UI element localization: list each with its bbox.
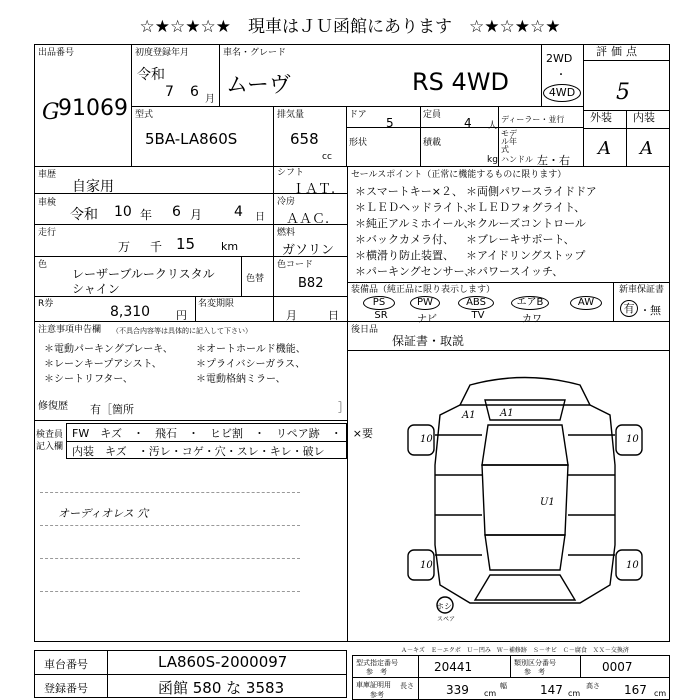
history-label: 車歴: [38, 170, 57, 180]
first-reg-month-unit: 月: [205, 94, 215, 105]
plate-value: 函館 580 な 3583: [158, 679, 285, 697]
repair-label: 修復歴: [38, 401, 68, 412]
inspection-year: 10: [114, 204, 132, 220]
color-value-2: シャイン: [72, 282, 120, 296]
sales-point-item: ＊パワースイッチ、: [466, 265, 564, 278]
note-item: ＊オートホールド機能、: [196, 344, 306, 355]
recycle-unit: 円: [176, 309, 187, 322]
handle-value: 左・右: [537, 154, 570, 167]
inspection-era: 令和: [70, 207, 98, 223]
equipment-0-code: PS: [363, 296, 395, 310]
first-reg-year: 7: [165, 84, 174, 100]
drive-4wd-selected: 4WD: [543, 84, 581, 102]
color-code: B82: [298, 276, 324, 291]
diagram-mark-2: A1: [500, 408, 514, 419]
sales-point-item: ＊ＬＥＤフォグライト、: [466, 201, 586, 214]
warranty-dot: ・: [640, 306, 650, 317]
mileage-value: 15: [176, 235, 196, 253]
handwritten-note: オーディオレス 穴: [58, 507, 149, 520]
equipment-2-code: ABS: [458, 296, 494, 310]
diagram-mark-9: スペア: [437, 616, 456, 623]
sales-point-item: ＊横滑り防止装置、: [355, 249, 454, 262]
inspection-year-unit: 年: [140, 208, 153, 222]
inspector-row-2: 内装 キズ ・汚レ・コゲ・穴・スレ・キレ・破レ: [72, 445, 325, 458]
sales-point-item: ＊スマートキー×２、: [355, 185, 463, 198]
aircon-label: 冷房: [277, 197, 296, 207]
cert-model-value: 20441: [434, 660, 473, 674]
repair-close: ］: [338, 401, 349, 414]
accessories-value: 保証書・取説: [392, 334, 465, 348]
width-value: 147: [540, 683, 563, 697]
damage-legend: Ａ－キズ Ｅ－エクボ Ｕ－凹み Ｗ－補修跡 Ｓ－サビ Ｃ－腐食 ＸＸ－交換済: [401, 647, 629, 654]
sales-points-title: セールスポイント（正常に機能するものに限ります）: [351, 170, 567, 180]
width-label: 幅: [500, 682, 507, 690]
capacity-value: 4: [464, 116, 472, 130]
sales-point-item: ＊アイドリングストップ: [466, 249, 586, 262]
frame-value: LA860S-2000097: [158, 653, 288, 671]
capacity-unit: 人: [488, 121, 498, 131]
sales-point-item: ＊ＬＥＤヘッドライト、: [355, 201, 475, 214]
recycle-value: 8,310: [110, 304, 151, 320]
note-item: ＊レーンキープアシスト、: [44, 359, 162, 370]
model-year-label: モデル年式: [501, 129, 517, 154]
shift-value: ＩＡＴ.: [292, 182, 336, 197]
transfer-label: 名変期限: [198, 299, 235, 309]
plate-label: 登録番号: [44, 682, 88, 695]
inspection-label: 車検: [38, 198, 57, 208]
diagram-mark-4: 10: [420, 434, 433, 445]
type-value: 5BA-LA860S: [145, 130, 238, 148]
first-reg-era: 令和: [137, 67, 165, 83]
diagram-mark-3: U1: [540, 497, 555, 508]
color-code-label: 色コード: [277, 260, 314, 270]
first-reg-label: 初度登録年月: [135, 48, 190, 58]
score-value: 5: [616, 80, 630, 105]
inspector-label-1: 検査員: [36, 430, 64, 440]
sales-point-item: ＊ブレーキサポート、: [466, 233, 575, 246]
model-grade: RS 4WD: [412, 68, 510, 96]
exterior-label: 外装: [590, 111, 612, 124]
first-reg-month: 6: [190, 84, 199, 100]
dealer-label: ディーラー・並行: [501, 115, 565, 124]
load-unit: kg: [487, 155, 498, 165]
warranty-no: 無: [650, 304, 661, 317]
displacement-label: 排気量: [277, 110, 305, 120]
sales-point-item: ＊両側パワースライドドア: [466, 185, 597, 198]
exterior-grade: A: [598, 138, 611, 159]
equipment-title: 装備品（純正品に限り表示します）: [351, 285, 496, 295]
sales-point-item: ＊バックカメラ付、: [355, 233, 454, 246]
cert-ref-1: 参 考: [366, 668, 387, 676]
inspection-month-unit: 月: [190, 208, 203, 222]
load-label: 積載: [423, 138, 442, 148]
height-value: 167: [624, 683, 647, 697]
note-item: ＊シートリフター、: [44, 374, 133, 385]
equipment-2-name: TV: [471, 310, 485, 321]
recycle-label: R券: [38, 299, 54, 309]
diagram-mark-5: 10: [626, 434, 639, 445]
drive-2wd: 2WD: [546, 52, 573, 65]
interior-label: 内装: [633, 111, 655, 124]
accessories-label: 後日品: [351, 325, 379, 335]
equipment-4-code: AW: [570, 296, 602, 310]
fuel-label: 燃料: [277, 228, 296, 238]
inspection-day: 4: [234, 204, 243, 220]
shift-label: シフト: [277, 168, 305, 178]
sales-point-item: ＊純正アルミホイール、: [355, 217, 475, 230]
color-swap-label: 色替: [246, 274, 265, 284]
diagram-mark-6: 10: [420, 560, 433, 571]
capacity-label: 定員: [423, 110, 442, 120]
warranty-yes: 有: [620, 300, 638, 317]
width-unit: cm: [568, 689, 581, 698]
lot-label: 出品番号: [38, 48, 75, 58]
inspector-row-1: FW キズ ・ 飛石 ・ ヒビ割 ・ リペア跡 ・ ×要: [72, 427, 373, 440]
note-item: ＊電動パーキングブレーキ、: [44, 344, 173, 355]
form-label: 形状: [349, 138, 368, 148]
note-item: ＊プライバシーガラス、: [196, 359, 306, 370]
car-diagram: [400, 365, 650, 615]
equipment-0-name: SR: [374, 310, 388, 321]
model-label: 車名・グレード: [223, 48, 287, 58]
inspection-month: 6: [172, 204, 181, 220]
sales-point-item: ＊クルーズコントロール: [466, 217, 586, 230]
history-value: 自家用: [72, 179, 114, 195]
equipment-1-code: PW: [410, 296, 440, 310]
dims-ref: 参考: [370, 691, 384, 699]
sales-point-item: ＊パーキングセンサー、: [355, 265, 476, 278]
transfer-day: 日: [328, 309, 339, 322]
mileage-label: 走行: [38, 228, 57, 238]
header-banner: ☆★☆★☆★ 現車はＪＵ函館にあります ☆★☆★☆★: [139, 17, 561, 37]
mileage-sen: 千: [150, 240, 163, 254]
inspector-label-2: 記入欄: [36, 442, 64, 452]
equipment-3-code: エアB: [511, 296, 549, 310]
cert-class-value: 0007: [602, 660, 633, 674]
fuel-value: ガソリン: [282, 243, 335, 258]
notes-subtitle: （不具合内容等は具体的に記入して下さい）: [112, 327, 252, 335]
transfer-month: 月: [286, 309, 297, 322]
model-name: ムーヴ: [226, 73, 291, 98]
dims-label: 車庫証明用: [356, 681, 391, 689]
doors-label: ドア: [349, 110, 367, 120]
aircon-value: ＡＡＣ.: [286, 212, 330, 227]
diagram-mark-1: A1: [462, 410, 476, 421]
lot-mark: G: [42, 100, 60, 125]
equipment-1-name: ナビ: [417, 314, 437, 325]
inspection-day-unit: 日: [255, 212, 265, 223]
frame-label: 車台番号: [44, 658, 88, 671]
doors-value: 5: [386, 116, 394, 130]
note-item: ＊電動格納ミラー、: [196, 374, 286, 385]
cert-ref-2: 参 考: [524, 668, 545, 676]
height-unit: cm: [654, 689, 667, 698]
interior-grade: A: [640, 138, 653, 159]
score-label: 評価点: [596, 45, 641, 58]
length-unit: cm: [484, 689, 497, 698]
length-label: 長さ: [400, 682, 414, 690]
cert-class-label: 類別区分番号: [514, 659, 556, 667]
warranty-label: 新車保証書: [619, 285, 665, 295]
diagram-mark-7: 10: [626, 560, 639, 571]
handle-label: ハンドル: [501, 155, 533, 164]
displacement-unit: cc: [322, 152, 332, 162]
height-label: 高さ: [586, 682, 600, 690]
equipment-3-name: カワ: [522, 314, 542, 325]
color-value-1: レーザーブルークリスタル: [72, 267, 215, 281]
mileage-unit: km: [221, 240, 239, 253]
type-label: 型式: [135, 110, 154, 120]
mileage-man: 万: [118, 240, 131, 254]
length-value: 339: [446, 683, 469, 697]
drive-dot: ・: [556, 70, 566, 81]
displacement-value: 658: [290, 130, 319, 148]
color-label: 色: [38, 260, 48, 270]
cert-model-label: 型式指定番号: [356, 659, 398, 667]
lot-number: 91069: [58, 96, 128, 121]
diagram-mark-8: ホシ: [436, 602, 452, 611]
notes-title: 注意事項申告欄: [38, 325, 102, 335]
repair-value: 有［箇所: [90, 403, 134, 416]
